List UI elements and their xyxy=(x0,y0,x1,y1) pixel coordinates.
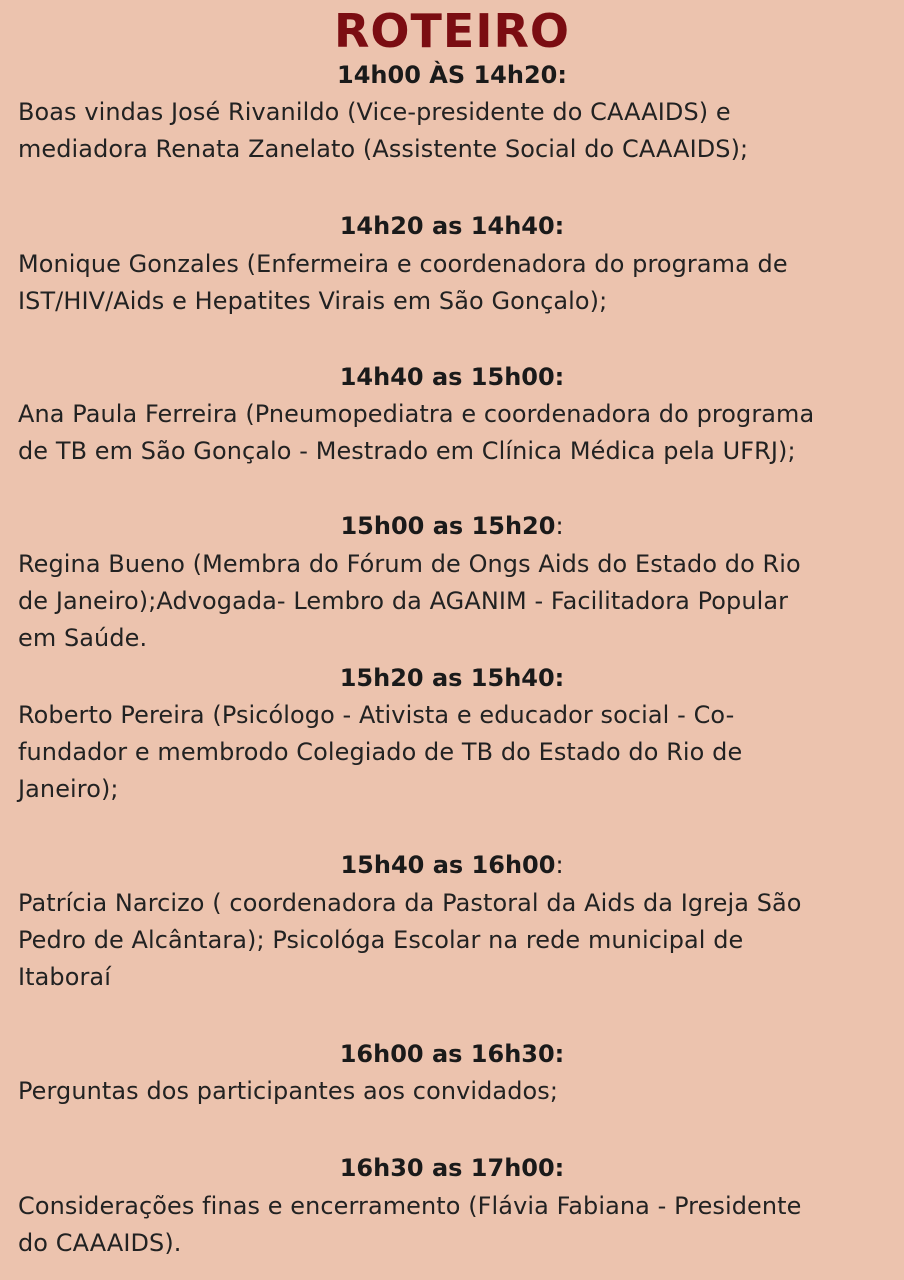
session-description xyxy=(18,546,898,657)
page-title: ROTEIRO xyxy=(334,4,570,58)
session-time: 14h00 ÀS 14h20: xyxy=(337,61,567,89)
description-line: em Saúde. xyxy=(18,624,148,652)
session-time: 14h40 as 15h00: xyxy=(339,363,565,391)
session-time-colon: : xyxy=(555,851,564,879)
session-time: 16h00 as 16h30: xyxy=(339,1040,565,1068)
description-line: Perguntas dos participantes aos convidados; xyxy=(18,1077,558,1105)
description-line: mediadora Renata Zanelato (Assistente Social do CAAAIDS); xyxy=(18,135,749,163)
description-line: Considerações finas e encerramento (Flávia Fabiana - Presidente xyxy=(18,1192,802,1220)
session-time: 15h20 as 15h40: xyxy=(339,664,565,692)
session-description xyxy=(18,396,898,470)
session-time-label: 15h40 as 16h00 xyxy=(340,851,556,879)
session-description xyxy=(18,94,898,168)
session-time xyxy=(0,511,904,541)
description-line: Janeiro); xyxy=(18,775,119,803)
description-line: Boas vindas José Rivanildo (Vice-presidente do CAAAIDS) e xyxy=(18,98,731,126)
description-line: de Janeiro);Advogada- Lembro da AGANIM - Facilitadora Popular xyxy=(18,587,789,615)
description-line: Pedro de Alcântara); Psicológa Escolar na rede municipal de xyxy=(18,926,744,954)
session-time: 14h20 as 14h40: xyxy=(339,212,565,240)
description-line: IST/HIV/Aids e Hepatites Virais em São Gonçalo); xyxy=(18,287,608,315)
session-time-colon: : xyxy=(555,512,564,540)
description-line: Patrícia Narcizo ( coordenadora da Pastoral da Aids da Igreja São xyxy=(18,889,802,917)
session-description xyxy=(18,885,898,996)
session-time: 16h30 as 17h00: xyxy=(339,1154,565,1182)
session-description xyxy=(18,246,898,320)
description-line: Ana Paula Ferreira (Pneumopediatra e coordenadora do programa xyxy=(18,400,815,428)
description-line: de TB em São Gonçalo - Mestrado em Clínica Médica pela UFRJ); xyxy=(18,437,796,465)
description-line: Regina Bueno (Membra do Fórum de Ongs Aids do Estado do Rio xyxy=(18,550,801,578)
description-line: do CAAAIDS). xyxy=(18,1229,182,1257)
session-description xyxy=(18,1188,898,1262)
description-line: fundador e membrodo Colegiado de TB do Estado do Rio de xyxy=(18,738,743,766)
session-description xyxy=(18,697,898,808)
session-description xyxy=(18,1073,898,1110)
session-time-label: 15h00 as 15h20 xyxy=(340,512,556,540)
description-line: Itaboraí xyxy=(18,963,111,991)
description-line: Roberto Pereira (Psicólogo - Ativista e educador social - Co- xyxy=(18,701,735,729)
description-line: Monique Gonzales (Enfermeira e coordenadora do programa de xyxy=(18,250,788,278)
session-time xyxy=(0,850,904,880)
